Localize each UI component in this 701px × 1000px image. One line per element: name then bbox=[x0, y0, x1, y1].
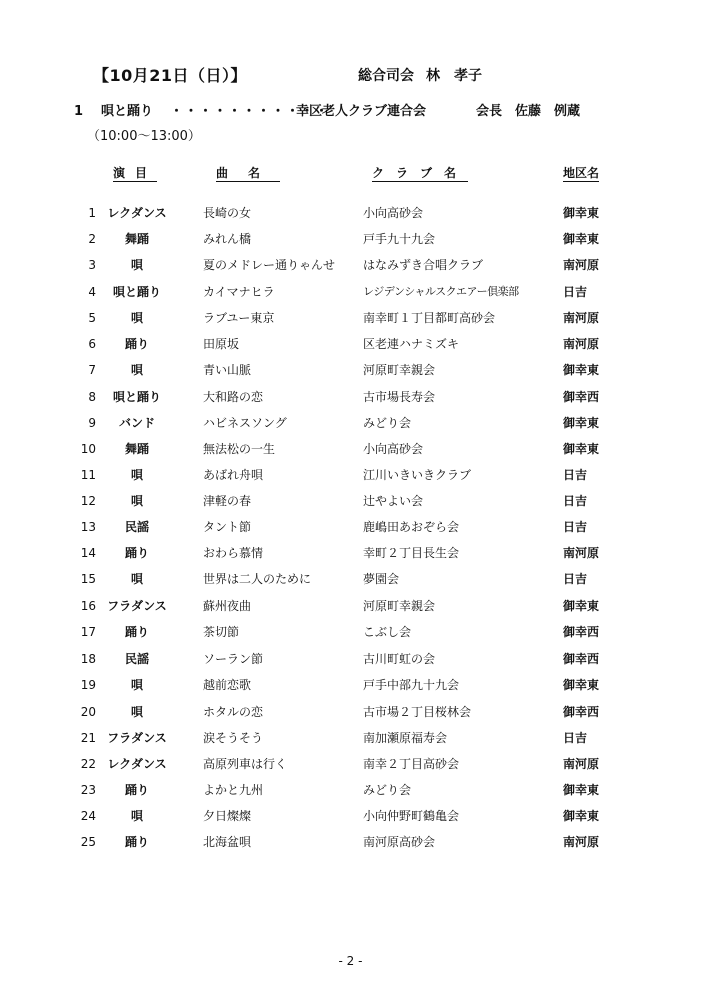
row-club: 鹿嶋田あおぞら会 bbox=[363, 520, 460, 534]
row-number: 24 bbox=[80, 809, 96, 823]
row-club: みどり会 bbox=[363, 416, 412, 430]
table-row bbox=[0, 443, 701, 463]
table-row bbox=[0, 207, 701, 227]
row-program: 踊り bbox=[124, 783, 149, 797]
section-time: （10:00〜13:00） bbox=[87, 129, 201, 144]
row-club: こぶし会 bbox=[363, 625, 412, 639]
row-program: 踊り bbox=[124, 625, 149, 639]
table-row bbox=[0, 469, 701, 489]
row-area: 御幸東 bbox=[563, 363, 600, 377]
row-number: 2 bbox=[88, 232, 96, 246]
row-number: 4 bbox=[88, 285, 96, 299]
row-number: 22 bbox=[80, 757, 96, 771]
row-song: 越前恋歌 bbox=[203, 678, 252, 692]
row-club: 南幸町１丁目都町高砂会 bbox=[363, 311, 496, 325]
row-song: 長崎の女 bbox=[203, 206, 252, 220]
row-song: あばれ舟唄 bbox=[203, 468, 264, 482]
row-number: 5 bbox=[88, 311, 96, 325]
row-club: 戸手中部九十九会 bbox=[363, 678, 460, 692]
section-number: 1 bbox=[74, 104, 84, 119]
table-row bbox=[0, 600, 701, 620]
row-club: 古市場長寿会 bbox=[363, 390, 436, 404]
row-program: レクダンス bbox=[107, 757, 167, 771]
row-program: バンド bbox=[118, 416, 155, 430]
row-program: 舞踊 bbox=[124, 442, 149, 456]
table-row bbox=[0, 259, 701, 279]
row-number: 9 bbox=[88, 416, 96, 430]
row-club: 小向仲野町鶴亀会 bbox=[363, 809, 460, 823]
row-number: 20 bbox=[80, 705, 96, 719]
table-row bbox=[0, 547, 701, 567]
row-song: 大和路の恋 bbox=[203, 390, 264, 404]
section-leader-dots: ・・・・・・・・・・・ bbox=[170, 104, 330, 119]
row-club: 古川町虹の会 bbox=[363, 652, 436, 666]
row-area: 南河原 bbox=[563, 546, 600, 560]
row-song: ソーラン節 bbox=[203, 652, 264, 666]
row-club: 小向高砂会 bbox=[363, 206, 424, 220]
row-program: 舞踊 bbox=[124, 232, 149, 246]
row-song: 北海盆唄 bbox=[203, 835, 252, 849]
row-program: 踊り bbox=[124, 835, 149, 849]
table-row bbox=[0, 391, 701, 411]
row-song: 茶切節 bbox=[203, 625, 240, 639]
row-number: 15 bbox=[80, 572, 96, 586]
row-club: 古市場２丁目桜林会 bbox=[363, 705, 472, 719]
row-number: 17 bbox=[80, 625, 96, 639]
row-number: 14 bbox=[80, 546, 96, 560]
row-area: 日吉 bbox=[563, 520, 588, 534]
page-number: - 2 - bbox=[338, 954, 363, 968]
row-number: 18 bbox=[80, 652, 96, 666]
table-row bbox=[0, 626, 701, 646]
date-heading: 【10月21日（日）】 bbox=[93, 66, 248, 85]
row-area: 御幸東 bbox=[563, 442, 600, 456]
table-row bbox=[0, 417, 701, 437]
row-area: 南河原 bbox=[563, 835, 600, 849]
row-area: 御幸東 bbox=[563, 206, 600, 220]
row-number: 12 bbox=[80, 494, 96, 508]
row-number: 16 bbox=[80, 599, 96, 613]
row-area: 南河原 bbox=[563, 311, 600, 325]
emcee-line bbox=[358, 69, 482, 83]
row-program: フラダンス bbox=[107, 731, 167, 745]
row-area: 南河原 bbox=[563, 757, 600, 771]
row-song: 蘇州夜曲 bbox=[203, 599, 252, 613]
row-program: 唄 bbox=[130, 809, 143, 823]
table-row bbox=[0, 495, 701, 515]
row-number: 23 bbox=[80, 783, 96, 797]
row-club: はなみずき合唱クラブ bbox=[363, 258, 484, 272]
table-row bbox=[0, 679, 701, 699]
section-title: 唄と踊り bbox=[101, 104, 154, 119]
column-header-club: クラブ名 bbox=[372, 166, 469, 180]
row-song: 世界は二人のために bbox=[203, 572, 312, 586]
row-song: カイマナヒラ bbox=[203, 285, 275, 299]
row-song: 夏のメドレー通りゃんせ bbox=[203, 258, 336, 272]
row-program: 踊り bbox=[124, 546, 149, 560]
row-program: フラダンス bbox=[107, 599, 167, 613]
row-program: 唄 bbox=[130, 494, 143, 508]
row-area: 御幸東 bbox=[563, 416, 600, 430]
row-song: 高原列車は行く bbox=[203, 757, 288, 771]
section-organization: 幸区老人クラブ連合会 bbox=[296, 104, 427, 119]
row-club: 小向高砂会 bbox=[363, 442, 424, 456]
row-program: 唄 bbox=[130, 258, 143, 272]
row-song: ハビネスソング bbox=[203, 416, 287, 430]
row-number: 3 bbox=[88, 258, 96, 272]
row-program: 唄 bbox=[130, 705, 143, 719]
row-song: 津軽の春 bbox=[203, 494, 252, 508]
row-song: 青い山脈 bbox=[203, 363, 252, 377]
table-row bbox=[0, 653, 701, 673]
row-song: ラブユー東京 bbox=[203, 311, 275, 325]
row-number: 21 bbox=[80, 731, 96, 745]
table-row bbox=[0, 810, 701, 830]
row-club: 江川いきいきクラブ bbox=[363, 468, 472, 482]
row-number: 8 bbox=[88, 390, 96, 404]
row-area: 御幸西 bbox=[563, 625, 600, 639]
row-area: 日吉 bbox=[563, 572, 588, 586]
row-number: 7 bbox=[88, 363, 96, 377]
row-area: 御幸西 bbox=[563, 390, 600, 404]
row-program: 民謡 bbox=[124, 652, 149, 666]
table-row bbox=[0, 233, 701, 253]
row-song: タント節 bbox=[203, 520, 252, 534]
row-area: 日吉 bbox=[563, 285, 588, 299]
row-area: 御幸東 bbox=[563, 783, 600, 797]
column-header-area: 地区名 bbox=[563, 166, 600, 180]
row-number: 13 bbox=[80, 520, 96, 534]
row-area: 御幸西 bbox=[563, 652, 600, 666]
row-program: 唄と踊り bbox=[112, 390, 161, 404]
table-row bbox=[0, 364, 701, 384]
row-club: 区老連ハナミズキ bbox=[363, 337, 460, 351]
row-program: 唄と踊り bbox=[112, 285, 161, 299]
row-program: 唄 bbox=[130, 678, 143, 692]
row-song: みれん橋 bbox=[203, 232, 252, 246]
table-row bbox=[0, 732, 701, 752]
row-program: 唄 bbox=[130, 311, 143, 325]
row-song: おわら慕情 bbox=[203, 546, 264, 560]
row-club: 幸町２丁目長生会 bbox=[363, 546, 460, 560]
section-chair: 会長 佐藤 例蔵 bbox=[476, 104, 581, 119]
row-program: レクダンス bbox=[107, 206, 167, 220]
table-row bbox=[0, 312, 701, 332]
row-program: 唄 bbox=[130, 468, 143, 482]
row-number: 6 bbox=[88, 337, 96, 351]
table-row bbox=[0, 573, 701, 593]
table-row bbox=[0, 706, 701, 726]
column-header-program: 演目 bbox=[113, 166, 158, 180]
row-club: 夢園会 bbox=[363, 572, 400, 586]
row-program: 唄 bbox=[130, 363, 143, 377]
row-number: 1 bbox=[88, 206, 96, 220]
row-song: ホタルの恋 bbox=[203, 705, 264, 719]
row-area: 南河原 bbox=[563, 337, 600, 351]
row-club: 南河原高砂会 bbox=[363, 835, 436, 849]
table-row bbox=[0, 784, 701, 804]
table-row bbox=[0, 286, 701, 306]
table-row bbox=[0, 338, 701, 358]
row-club: 戸手九十九会 bbox=[363, 232, 436, 246]
row-club: レジデンシャルスクエアー倶楽部 bbox=[363, 285, 519, 298]
row-area: 御幸西 bbox=[563, 705, 600, 719]
row-song: 涙そうそう bbox=[203, 731, 264, 745]
row-area: 日吉 bbox=[563, 731, 588, 745]
row-club: みどり会 bbox=[363, 783, 412, 797]
emcee-role: 総合司会 bbox=[358, 68, 414, 84]
row-area: 御幸東 bbox=[563, 678, 600, 692]
table-row bbox=[0, 521, 701, 541]
row-area: 御幸東 bbox=[563, 232, 600, 246]
table-row bbox=[0, 836, 701, 856]
row-song: よかと九州 bbox=[203, 783, 264, 797]
row-number: 19 bbox=[80, 678, 96, 692]
row-song: 無法松の一生 bbox=[203, 442, 276, 456]
row-club: 河原町幸親会 bbox=[363, 363, 436, 377]
row-area: 御幸東 bbox=[563, 809, 600, 823]
row-club: 南幸２丁目高砂会 bbox=[363, 757, 460, 771]
row-club: 河原町幸親会 bbox=[363, 599, 436, 613]
row-program: 民謡 bbox=[124, 520, 149, 534]
row-number: 11 bbox=[80, 468, 96, 482]
row-area: 日吉 bbox=[563, 468, 588, 482]
column-header-song: 曲名 bbox=[216, 166, 281, 180]
row-club: 南加瀬原福寿会 bbox=[363, 731, 448, 745]
emcee-name: 林 孝子 bbox=[426, 68, 482, 84]
row-program: 踊り bbox=[124, 337, 149, 351]
row-song: 田原坂 bbox=[203, 337, 240, 351]
table-row bbox=[0, 758, 701, 778]
row-number: 10 bbox=[80, 442, 96, 456]
row-song: 夕日燦燦 bbox=[203, 809, 252, 823]
row-program: 唄 bbox=[130, 572, 143, 586]
row-area: 御幸東 bbox=[563, 599, 600, 613]
row-area: 南河原 bbox=[563, 258, 600, 272]
row-number: 25 bbox=[80, 835, 96, 849]
row-club: 辻やよい会 bbox=[363, 494, 424, 508]
row-area: 日吉 bbox=[563, 494, 588, 508]
